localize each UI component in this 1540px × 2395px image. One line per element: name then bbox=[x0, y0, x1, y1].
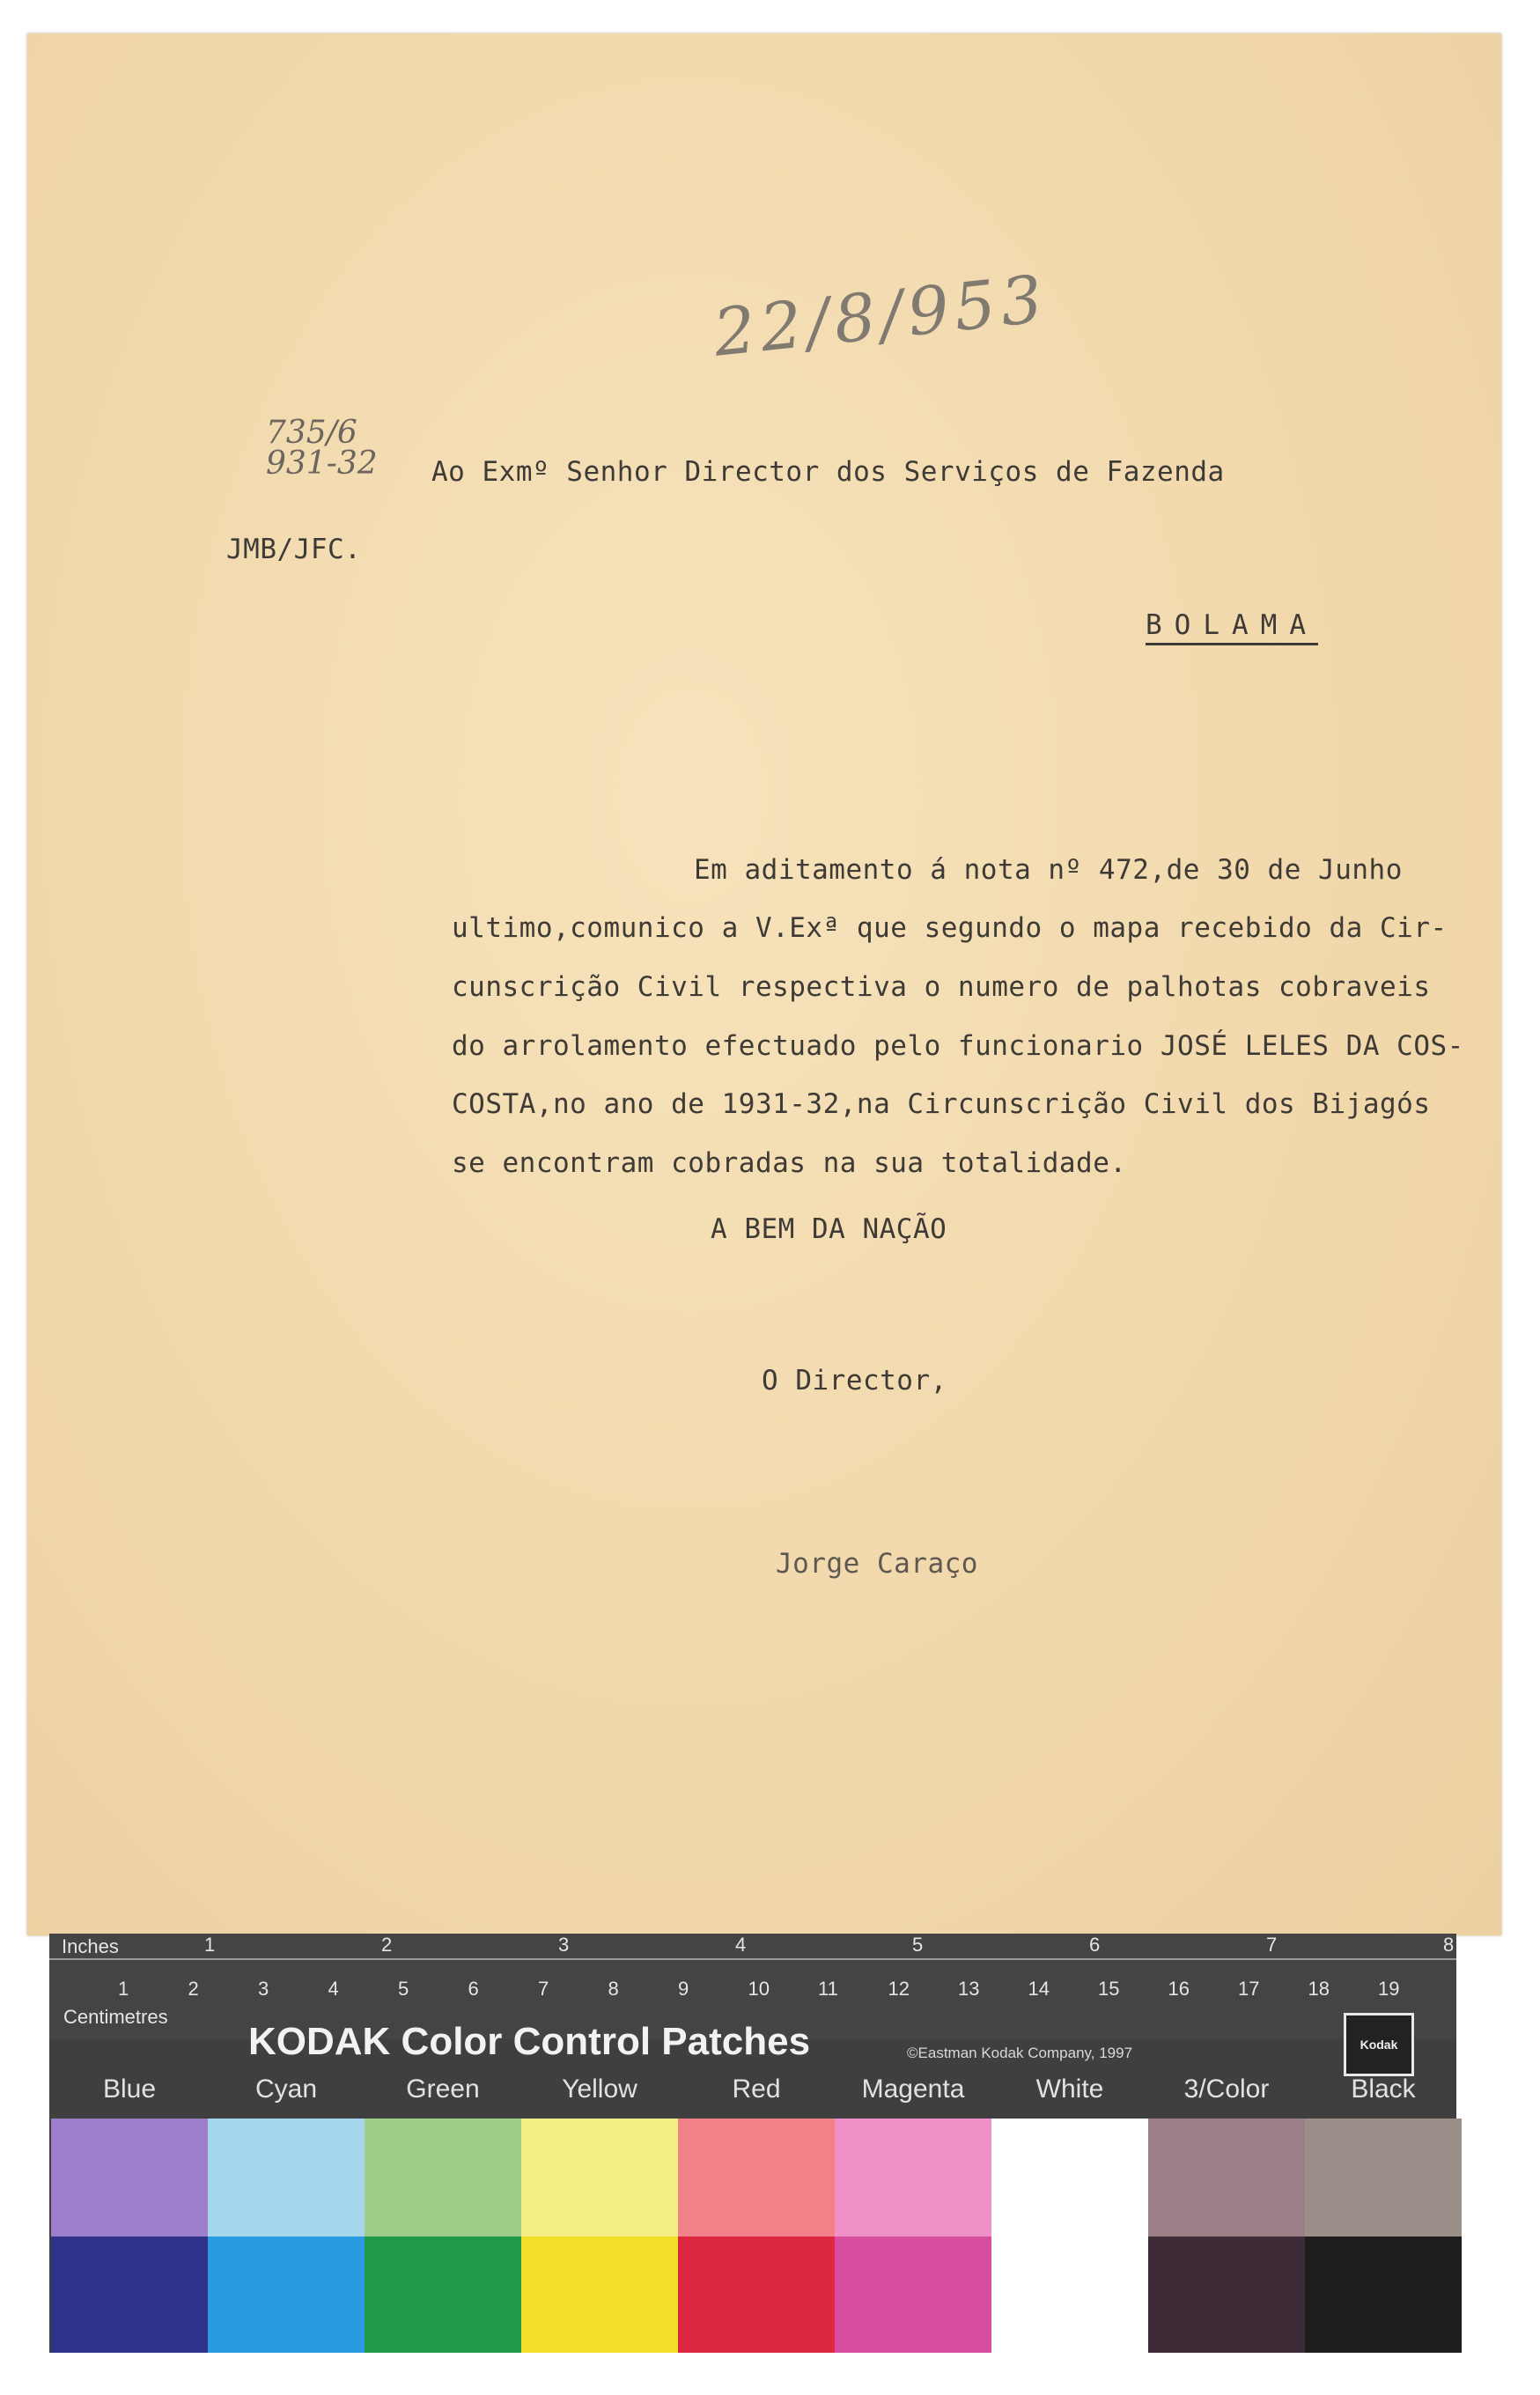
kodak-copyright: ©Eastman Kodak Company, 1997 bbox=[907, 2045, 1133, 2061]
body-line: Em aditamento á nota nº 472,de 30 de Junho bbox=[694, 854, 1403, 886]
patch-label: Green bbox=[406, 2074, 480, 2104]
inch-number: 3 bbox=[558, 1934, 570, 1956]
inches-label: Inches bbox=[62, 1935, 119, 1957]
patch-label: Yellow bbox=[562, 2074, 637, 2104]
reference-top: 735/6 bbox=[266, 415, 357, 451]
document-page bbox=[27, 33, 1501, 1935]
inch-number: 5 bbox=[912, 1934, 924, 1956]
color-patch-light bbox=[208, 2119, 365, 2237]
signoff: O Director, bbox=[762, 1365, 947, 1396]
color-patch-dark bbox=[1148, 2237, 1305, 2353]
cm-number: 18 bbox=[1308, 1978, 1330, 2000]
body-line: ultimo,comunico a V.Exª que segundo o mapa recebido da Cir- bbox=[452, 912, 1448, 944]
cm-number: 13 bbox=[958, 1978, 980, 2000]
cm-number: 5 bbox=[398, 1978, 409, 2000]
cm-number: 7 bbox=[538, 1978, 549, 2000]
color-patch-light bbox=[365, 2119, 521, 2237]
color-patch-dark bbox=[678, 2237, 835, 2353]
color-patch-light bbox=[1148, 2119, 1305, 2237]
patch-label: Cyan bbox=[254, 2074, 318, 2104]
patch-label: Black bbox=[1351, 2074, 1416, 2104]
color-patch-dark bbox=[51, 2237, 208, 2353]
color-patch-dark bbox=[521, 2237, 678, 2353]
color-patch-dark bbox=[835, 2237, 991, 2353]
addressee-line: Ao Exmº Senhor Director dos Serviços de Fazenda bbox=[431, 456, 1225, 488]
patch-label: White bbox=[1035, 2074, 1104, 2104]
cm-number: 3 bbox=[258, 1978, 269, 2000]
color-patch-dark bbox=[365, 2237, 521, 2353]
color-patch-dark bbox=[991, 2237, 1148, 2353]
inch-number: 4 bbox=[735, 1934, 747, 1956]
cm-number: 9 bbox=[678, 1978, 689, 2000]
cm-number: 10 bbox=[748, 1978, 770, 2000]
city-name: BOLAMA bbox=[1146, 609, 1318, 641]
kodak-color-strip bbox=[49, 1934, 1456, 2353]
kodak-logo: Kodak bbox=[1344, 2013, 1414, 2076]
handwritten-date: 22/8/953 bbox=[710, 261, 1051, 372]
cm-number: 16 bbox=[1168, 1978, 1190, 2000]
patch-label: Blue bbox=[102, 2074, 157, 2104]
cm-number: 6 bbox=[468, 1978, 479, 2000]
body-line: do arrolamento efectuado pelo funcionario JOSÉ LELES DA COS- bbox=[452, 1030, 1464, 1062]
cm-number: 14 bbox=[1028, 1978, 1050, 2000]
cm-number: 11 bbox=[818, 1978, 838, 2000]
inch-number: 8 bbox=[1443, 1934, 1455, 1956]
inch-number: 6 bbox=[1089, 1934, 1101, 1956]
cm-number: 8 bbox=[608, 1978, 619, 2000]
color-patch-light bbox=[51, 2119, 208, 2237]
cm-number: 15 bbox=[1098, 1978, 1120, 2000]
color-patch-light bbox=[835, 2119, 991, 2237]
initials: JMB/JFC. bbox=[226, 534, 362, 565]
kodak-title: KODAK Color Control Patches bbox=[248, 2020, 811, 2063]
color-patch-light bbox=[991, 2119, 1148, 2237]
body-line: COSTA,no ano de 1931-32,na Circunscrição Civil dos Bijagós bbox=[452, 1088, 1431, 1120]
inch-number: 7 bbox=[1266, 1934, 1278, 1956]
cm-number: 12 bbox=[888, 1978, 910, 2000]
cm-number: 19 bbox=[1378, 1978, 1400, 2000]
ruler-baseline bbox=[49, 1958, 1456, 1960]
body-line: se encontram cobradas na sua totalidade. bbox=[452, 1147, 1127, 1179]
patch-label: Red bbox=[732, 2074, 781, 2104]
salutation: A BEM DA NAÇÃO bbox=[711, 1213, 947, 1245]
cm-number: 17 bbox=[1238, 1978, 1260, 2000]
patch-label: 3/Color bbox=[1183, 2074, 1270, 2104]
color-patch-light bbox=[678, 2119, 835, 2237]
color-patch-dark bbox=[1305, 2237, 1462, 2353]
inch-number: 1 bbox=[204, 1934, 216, 1956]
cm-number: 1 bbox=[118, 1978, 129, 2000]
inch-number: 2 bbox=[381, 1934, 393, 1956]
reference-bottom: 931-32 bbox=[266, 446, 378, 482]
patch-labels bbox=[49, 2074, 1456, 2110]
color-patch-light bbox=[521, 2119, 678, 2237]
color-patch-dark bbox=[208, 2237, 365, 2353]
cm-number: 4 bbox=[328, 1978, 339, 2000]
cm-number: 2 bbox=[188, 1978, 199, 2000]
patch-label: Magenta bbox=[861, 2074, 965, 2104]
centimetres-label: Centimetres bbox=[63, 2006, 168, 2028]
body-line: cunscrição Civil respectiva o numero de palhotas cobraveis bbox=[452, 971, 1431, 1003]
signature-name: Jorge Caraço bbox=[776, 1548, 978, 1580]
color-patch-light bbox=[1305, 2119, 1462, 2237]
